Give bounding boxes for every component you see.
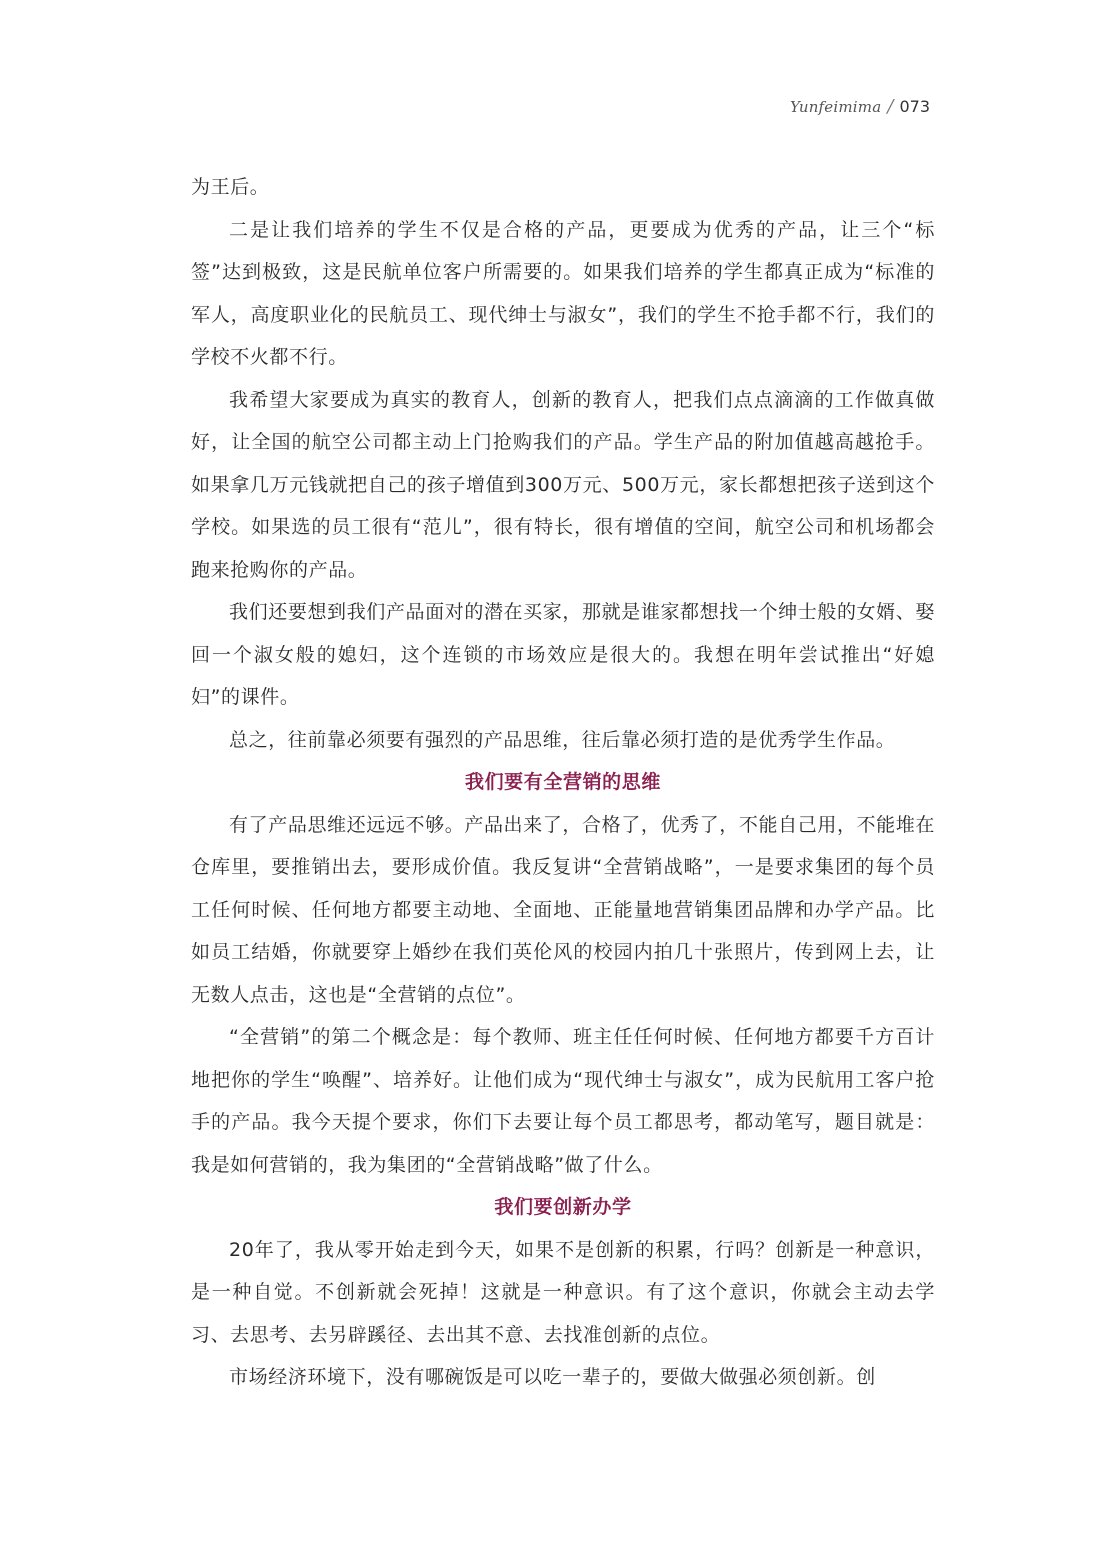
paragraph: 总之，往前靠必须要有强烈的产品思维，往后靠必须打造的是优秀学生作品。: [229, 728, 896, 751]
section-heading-innovation: 我们要创新办学: [494, 1196, 632, 1218]
body-text: [191, 166, 935, 1399]
header-separator: /: [887, 96, 894, 117]
paragraph-continues: 市场经济环境下，没有哪碗饭是可以吃一辈子的，要做大做强必须创新。创: [229, 1366, 876, 1388]
paragraph: 20年了，我从零开始走到今天，如果不是创新的积累，行吗？创新是一种意识，是一种自觉。不创新就会死掉！这就是一种意识。有了这个意识，你就会主动去学习、去思考、去另辟蹊径、去出其不意、去找准创新的点位。: [191, 1238, 935, 1346]
running-header: [790, 96, 930, 117]
paragraph: 我们还要想到我们产品面对的潜在买家，那就是谁家都想找一个绅士般的女婿、娶回一个淑女般的媳妇，这个连锁的市场效应是很大的。我想在明年尝试推出“好媳妇”的课件。: [191, 601, 935, 708]
header-brand: Yunfeimima: [790, 98, 882, 116]
paragraph: 二是让我们培养的学生不仅是合格的产品，更要成为优秀的产品，让三个“标签”达到极致，这是民航单位客户所需要的。如果我们培养的学生都真正成为“标准的军人，高度职业化的民航员工、现代绅士与淑女”，我们的学生不抢手都不行，我们的学校不火都不行。: [191, 218, 935, 368]
paragraph-continued: 为王后。: [191, 176, 270, 198]
paragraph: 我希望大家要成为真实的教育人，创新的教育人，把我们点点滴滴的工作做真做好，让全国的航空公司都主动上门抢购我们的产品。学生产品的附加值越高越抢手。如果拿几万元钱就把自己的孩子增值到300万元、500万元，家长都想把孩子送到这个学校。如果选的员工很有“范儿”，很有特长，很有增值的空间，航空公司和机场都会跑来抢购你的产品。: [191, 388, 935, 581]
page-number: 073: [899, 97, 930, 116]
paragraph: 有了产品思维还远远不够。产品出来了，合格了，优秀了，不能自己用，不能堆在仓库里，要推销出去，要形成价值。我反复讲“全营销战略”，一是要求集团的每个员工任何时候、任何地方都要主动地、全面地、正能量地营销集团品牌和办学产品。比如员工结婚，你就要穿上婚纱在我们英伦风的校园内拍几十张照片，传到网上去，让无数人点击，这也是“全营销的点位”。: [191, 813, 935, 1006]
section-heading-marketing: 我们要有全营销的思维: [464, 771, 661, 793]
paragraph: “全营销”的第二个概念是：每个教师、班主任任何时候、任何地方都要千方百计地把你的学生“唤醒”、培养好。让他们成为“现代绅士与淑女”，成为民航用工客户抢手的产品。我今天提个要求，你们下去要让每个员工都思考，都动笔写，题目就是：我是如何营销的，我为集团的“全营销战略”做了什么。: [191, 1026, 935, 1176]
